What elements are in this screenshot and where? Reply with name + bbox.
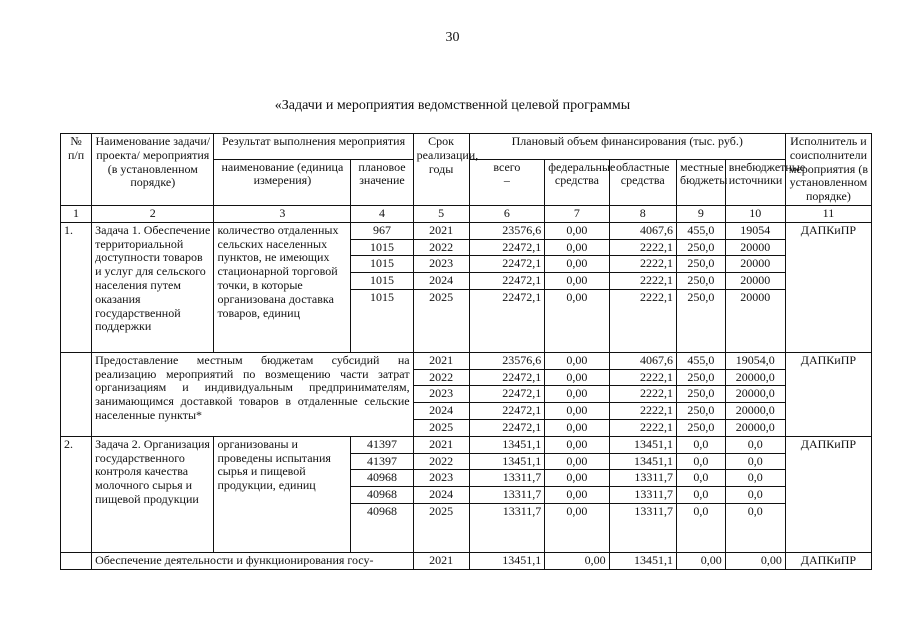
task2-result-name: организованы и проведены испытания сырья и пищевой продукции, единиц [214, 436, 351, 552]
measure1-executor: ДАПКиПР [785, 352, 871, 436]
regional-value: 2222,1 [609, 256, 676, 273]
measure2-name: Обеспечение деятельности и функционирования госу- [92, 552, 413, 569]
header-executor: Исполнитель и соисполнители мероприятия (в установленном порядке) [785, 134, 871, 206]
header-total-mark: – [503, 173, 510, 188]
spacer-cell [413, 520, 469, 553]
plan-value: 1015 [351, 273, 413, 290]
table-row [61, 552, 872, 569]
regional-value: 2222,1 [609, 239, 676, 256]
year: 2021 [413, 222, 469, 239]
header-result: Результат выполнения мероприятия [214, 134, 413, 160]
header-financing: Плановый объем финансирования (тыс. руб.) [469, 134, 785, 160]
total-value: 22472,1 [469, 419, 545, 436]
year: 2022 [413, 369, 469, 386]
federal-value: 0,00 [545, 403, 609, 420]
local-value: 455,0 [676, 222, 725, 239]
col-number: 1 [61, 205, 92, 222]
total-value: 13311,7 [469, 470, 545, 487]
header-num: № п/п [61, 134, 92, 206]
task1-name: Задача 1. Обеспечение территориальной доступности товаров и услуг для сельского населения путем оказания государственной поддержки [92, 222, 214, 352]
task2-executor: ДАПКиПР [785, 436, 871, 552]
local-value: 250,0 [676, 419, 725, 436]
federal-value: 0,00 [545, 289, 609, 305]
total-value: 23576,6 [469, 222, 545, 239]
extra-value: 0,0 [725, 470, 785, 487]
regional-value: 13311,7 [609, 503, 676, 519]
plan-value: 1015 [351, 239, 413, 256]
total-value: 13311,7 [469, 503, 545, 519]
regional-value: 13451,1 [609, 552, 676, 569]
program-table [60, 133, 872, 570]
col-number: 11 [785, 205, 871, 222]
regional-value: 13311,7 [609, 487, 676, 504]
spacer-cell [413, 306, 469, 353]
extra-value: 0,00 [725, 552, 785, 569]
extra-value: 20000,0 [725, 403, 785, 420]
header-regional: областные средства [609, 159, 676, 205]
plan-value: 1015 [351, 289, 413, 305]
local-value: 0,00 [676, 552, 725, 569]
regional-value: 4067,6 [609, 222, 676, 239]
extra-value: 20000 [725, 256, 785, 273]
federal-value: 0,00 [545, 239, 609, 256]
header-name: Наименование задачи/ проекта/ мероприятия (в установленном порядке) [92, 134, 214, 206]
federal-value: 0,00 [545, 503, 609, 519]
regional-value: 2222,1 [609, 403, 676, 420]
total-value: 13311,7 [469, 487, 545, 504]
year: 2024 [413, 487, 469, 504]
extra-value: 19054 [725, 222, 785, 239]
total-value: 22472,1 [469, 239, 545, 256]
header-result-name: наименование (единица измерения) [214, 159, 351, 205]
plan-value: 40968 [351, 503, 413, 519]
spacer-cell [469, 520, 545, 553]
measure2-num [61, 552, 92, 569]
local-value: 250,0 [676, 289, 725, 305]
plan-value: 40968 [351, 487, 413, 504]
regional-value: 2222,1 [609, 273, 676, 290]
local-value: 250,0 [676, 273, 725, 290]
extra-value: 20000,0 [725, 369, 785, 386]
year: 2021 [413, 552, 469, 569]
table-row [61, 436, 872, 453]
local-value: 0,0 [676, 470, 725, 487]
measure1-name: Предоставление местным бюджетам субсидий на реализацию мероприятий по возмещению части затрат организациям и индивидуальным предпринимателям, занимающимся доставкой товаров в отдаленные сельские населенные пункты* [92, 352, 413, 436]
total-value: 22472,1 [469, 369, 545, 386]
col-number: 6 [469, 205, 545, 222]
local-value: 250,0 [676, 369, 725, 386]
spacer-cell [469, 306, 545, 353]
plan-value: 41397 [351, 453, 413, 470]
task1-result-name: количество отдаленных сельских населенных пунктов, не имеющих стационарной торговой точки, в которые организована доставка товаров, единиц [214, 222, 351, 352]
extra-value: 20000,0 [725, 419, 785, 436]
regional-value: 2222,1 [609, 386, 676, 403]
total-value: 22472,1 [469, 273, 545, 290]
measure2-executor: ДАПКиПР [785, 552, 871, 569]
spacer-cell [545, 306, 609, 353]
total-value: 22472,1 [469, 256, 545, 273]
spacer-cell [609, 306, 676, 353]
col-number: 8 [609, 205, 676, 222]
table-row [61, 222, 872, 239]
spacer-cell [676, 520, 725, 553]
plan-value: 1015 [351, 256, 413, 273]
local-value: 0,0 [676, 503, 725, 519]
spacer-cell [609, 520, 676, 553]
header-local: местные бюджеты [676, 159, 725, 205]
measure1-num [61, 352, 92, 436]
year: 2023 [413, 256, 469, 273]
spacer-cell [351, 306, 413, 353]
extra-value: 19054,0 [725, 352, 785, 369]
federal-value: 0,00 [545, 436, 609, 453]
federal-value: 0,00 [545, 256, 609, 273]
header-result-plan: плановое значение [351, 159, 413, 205]
year: 2021 [413, 352, 469, 369]
page-number: 30 [445, 30, 460, 45]
regional-value: 2222,1 [609, 419, 676, 436]
federal-value: 0,00 [545, 369, 609, 386]
local-value: 250,0 [676, 256, 725, 273]
regional-value: 4067,6 [609, 352, 676, 369]
local-value: 250,0 [676, 403, 725, 420]
local-value: 0,0 [676, 436, 725, 453]
spacer-cell [545, 520, 609, 553]
col-number: 2 [92, 205, 214, 222]
extra-value: 0,0 [725, 487, 785, 504]
federal-value: 0,00 [545, 453, 609, 470]
federal-value: 0,00 [545, 487, 609, 504]
extra-value: 0,0 [725, 503, 785, 519]
year: 2022 [413, 239, 469, 256]
local-value: 455,0 [676, 352, 725, 369]
federal-value: 0,00 [545, 386, 609, 403]
federal-value: 0,00 [545, 222, 609, 239]
extra-value: 0,0 [725, 436, 785, 453]
spacer-cell [351, 520, 413, 553]
total-value: 22472,1 [469, 386, 545, 403]
year: 2023 [413, 470, 469, 487]
task1-num: 1. [61, 222, 92, 352]
federal-value: 0,00 [545, 552, 609, 569]
total-value: 13451,1 [469, 453, 545, 470]
header-federal: федеральные средства [545, 159, 609, 205]
total-value: 22472,1 [469, 289, 545, 305]
col-number: 4 [351, 205, 413, 222]
year: 2025 [413, 289, 469, 305]
plan-value: 41397 [351, 436, 413, 453]
regional-value: 13311,7 [609, 470, 676, 487]
total-value: 13451,1 [469, 436, 545, 453]
spacer-cell [725, 306, 785, 353]
table-row [61, 352, 872, 369]
local-value: 0,0 [676, 453, 725, 470]
year: 2024 [413, 403, 469, 420]
regional-value: 13451,1 [609, 453, 676, 470]
extra-value: 20000 [725, 289, 785, 305]
federal-value: 0,00 [545, 352, 609, 369]
total-value: 22472,1 [469, 403, 545, 420]
plan-value: 40968 [351, 470, 413, 487]
task2-num: 2. [61, 436, 92, 552]
document-title: «Задачи и мероприятия ведомственной целевой программы [274, 98, 631, 113]
col-number: 9 [676, 205, 725, 222]
header-term: Срок реализации, годы [413, 134, 469, 206]
header-extra: внебюджетные источники [725, 159, 785, 205]
col-number: 3 [214, 205, 351, 222]
header-total-label: всего [493, 159, 521, 174]
regional-value: 2222,1 [609, 369, 676, 386]
federal-value: 0,00 [545, 273, 609, 290]
extra-value: 0,0 [725, 453, 785, 470]
col-number: 10 [725, 205, 785, 222]
year: 2021 [413, 436, 469, 453]
spacer-cell [676, 306, 725, 353]
header-total [469, 159, 545, 205]
year: 2025 [413, 419, 469, 436]
total-value: 13451,1 [469, 552, 545, 569]
regional-value: 2222,1 [609, 289, 676, 305]
plan-value: 967 [351, 222, 413, 239]
federal-value: 0,00 [545, 470, 609, 487]
federal-value: 0,00 [545, 419, 609, 436]
col-number: 7 [545, 205, 609, 222]
local-value: 250,0 [676, 239, 725, 256]
year: 2022 [413, 453, 469, 470]
year: 2023 [413, 386, 469, 403]
spacer-cell [725, 520, 785, 553]
col-number: 5 [413, 205, 469, 222]
local-value: 250,0 [676, 386, 725, 403]
total-value: 23576,6 [469, 352, 545, 369]
extra-value: 20000,0 [725, 386, 785, 403]
column-numbers-row [61, 205, 872, 222]
regional-value: 13451,1 [609, 436, 676, 453]
year: 2024 [413, 273, 469, 290]
task2-name: Задача 2. Организация государственного контроля качества молочного сырья и пищевой продукции [92, 436, 214, 552]
year: 2025 [413, 503, 469, 519]
local-value: 0,0 [676, 487, 725, 504]
extra-value: 20000 [725, 239, 785, 256]
task1-executor: ДАПКиПР [785, 222, 871, 352]
extra-value: 20000 [725, 273, 785, 290]
